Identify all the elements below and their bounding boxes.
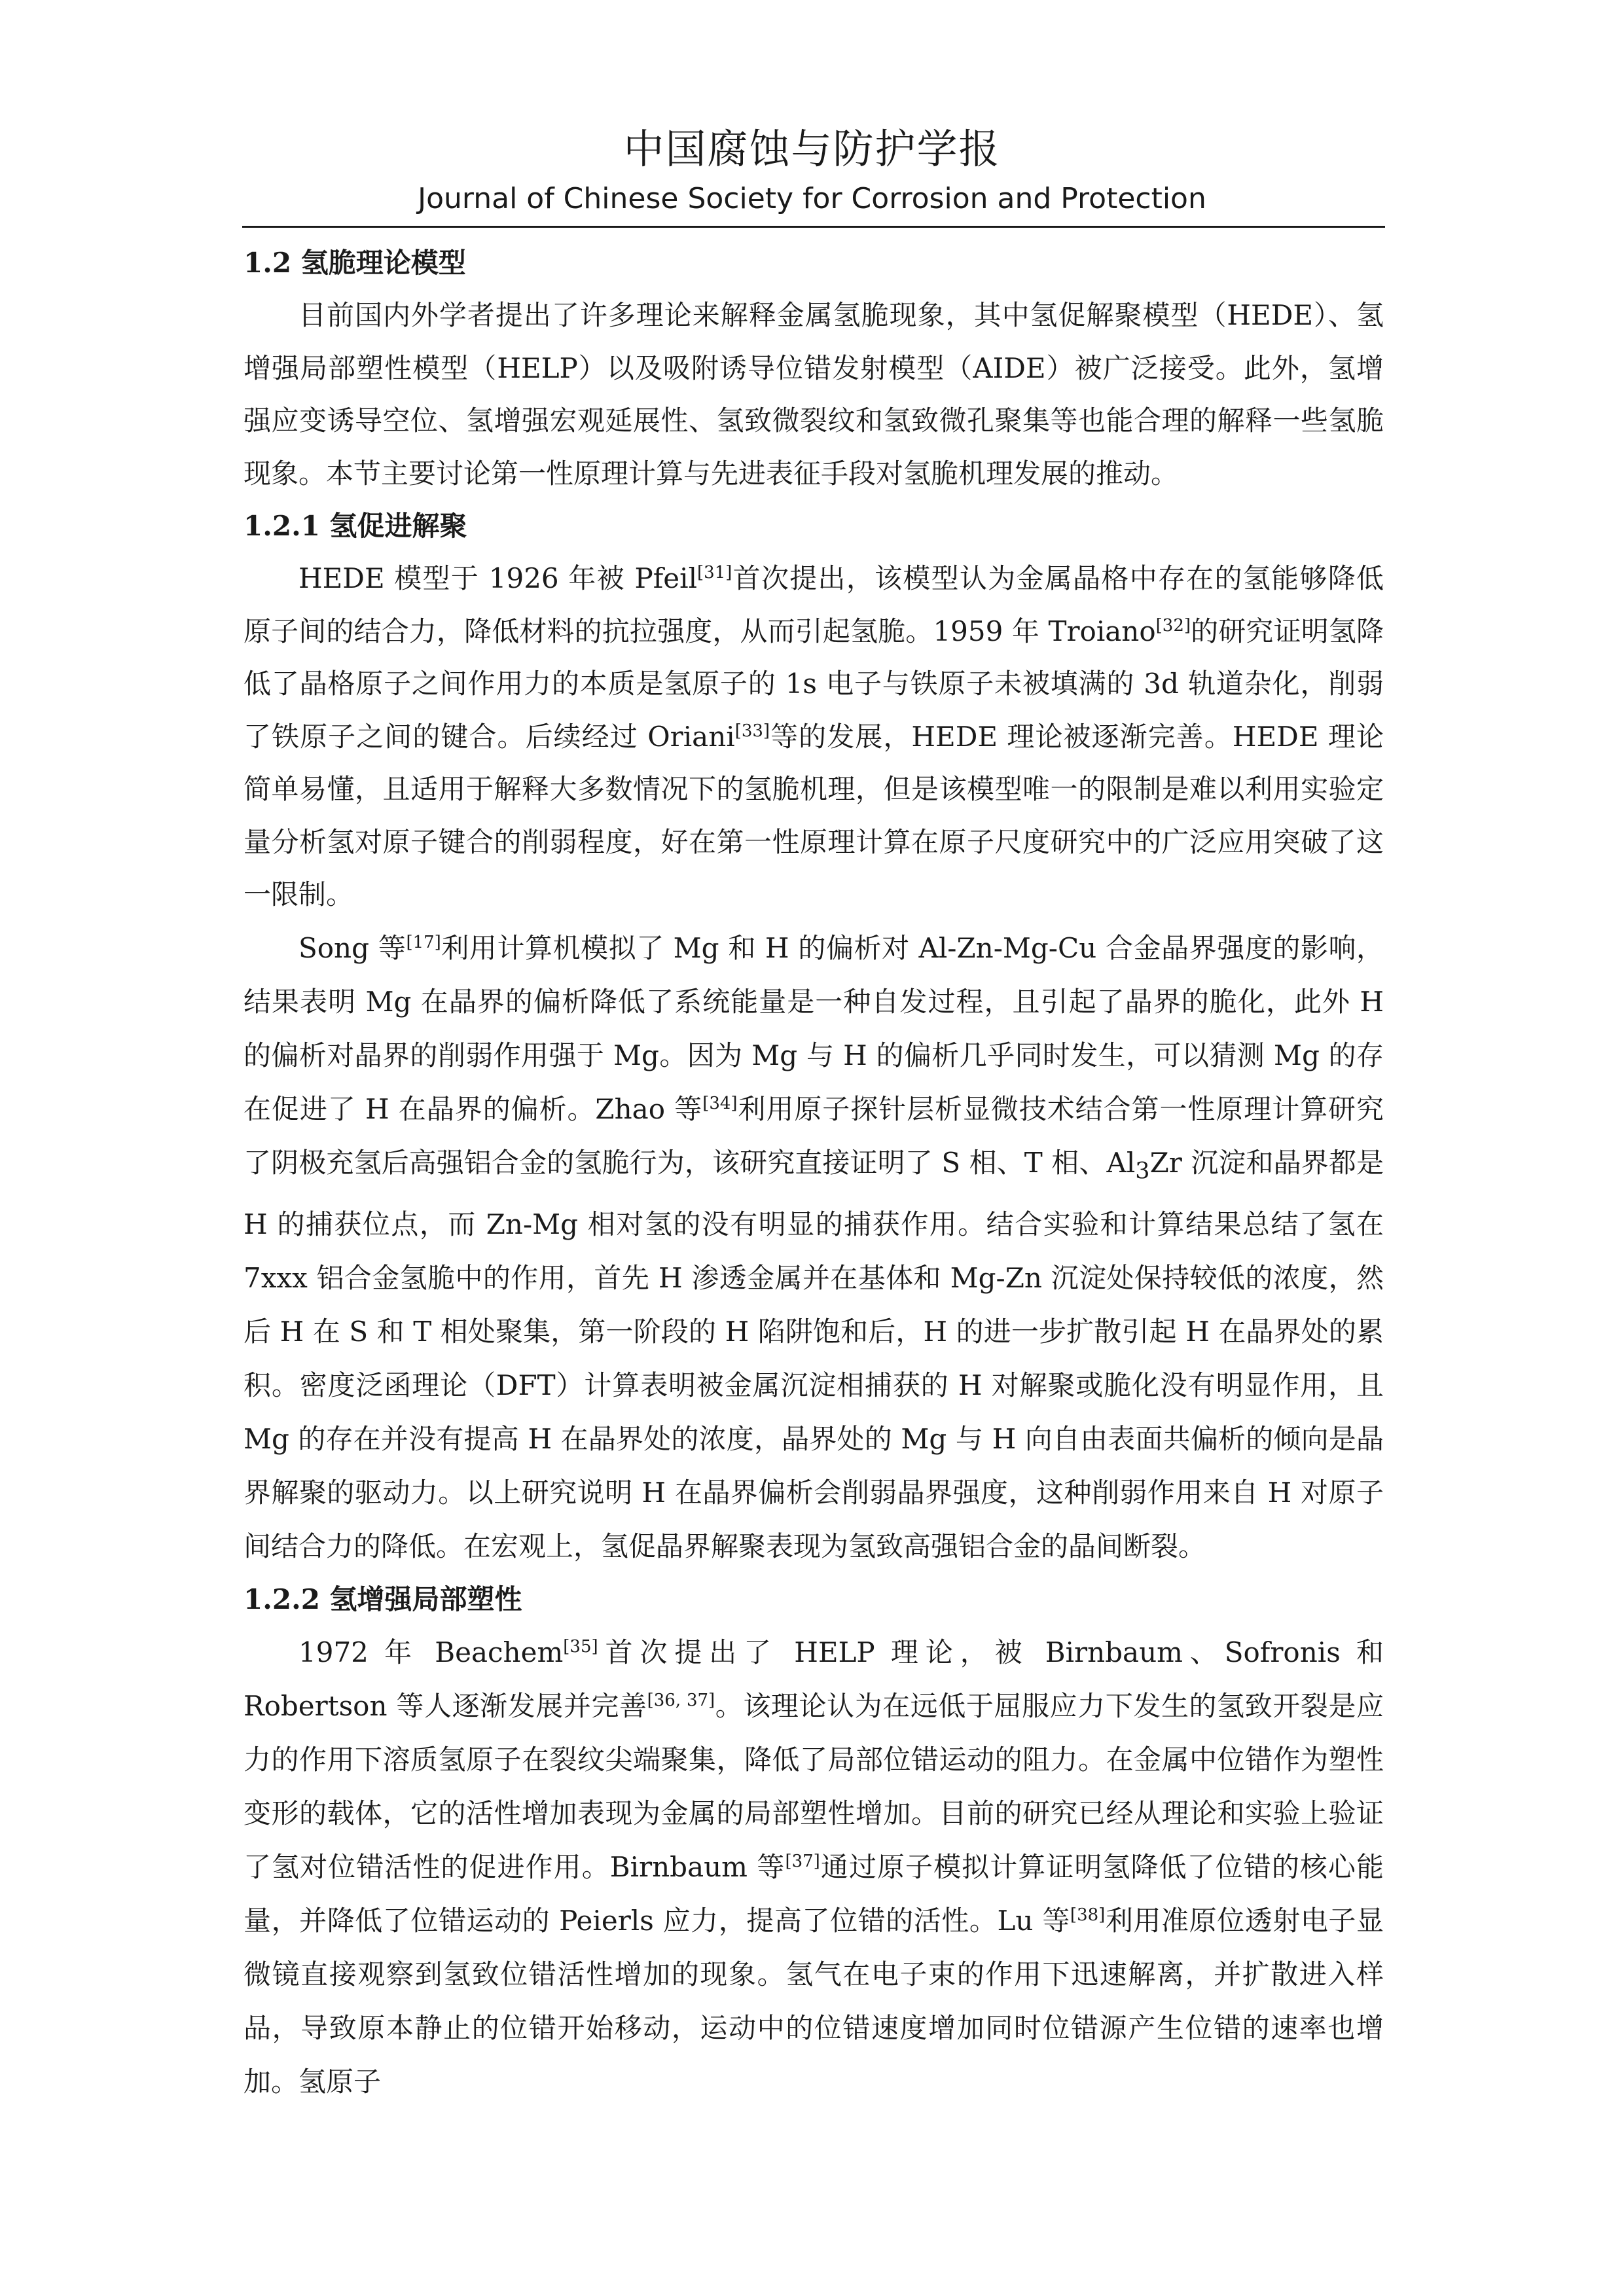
subscript: 3 [1135, 1157, 1150, 1184]
section-heading-1-2-1: 1.2.1 氢促进解聚 [244, 510, 467, 542]
page-body [244, 237, 1384, 2109]
paragraph-1-2-2: 1972 年 Beachem[35]首次提出了 HELP 理论，被 Birnbaum、Sofronis 和 Robertson 等人逐渐发展并完善[36, 37]。该理论认为在远低于屈服应力下发生的氢致开裂是应力的作用下溶质氢原子在裂纹尖端聚集，降低了局部位错运动的阻力。在金属中位错作为塑性变形的载体，它的活性增加表现为金属的局部塑性增加。目前的研究已经从理论和实验上验证了氢对位错活性的促进作用。Birnbaum 等[37]通过原子模拟计算证明氢降低了位错的核心能量，并降低了位错运动的 Peierls 应力，提高了位错的活性。Lu 等[38]利用准原位透射电子显微镜直接观察到氢致位错活性增加的现象。氢气在电子束的作用下迅速解离，并扩散进入样品，导致原本静止的位错开始移动，运动中的位错速度增加同时位错源产生位错的速率也增加。氢原子 [244, 1636, 1384, 2098]
citation-ref: [32] [1155, 615, 1191, 636]
citation-ref: [34] [702, 1093, 738, 1113]
paragraph-1-2-1-b: Song 等[17]利用计算机模拟了 Mg 和 H 的偏析对 Al-Zn-Mg-Cu 合金晶界强度的影响，结果表明 Mg 在晶界的偏析降低了系统能量是一种自发过程，且引起了晶界的脆化，此外 H 的偏析对晶界的削弱作用强于 Mg。因为 Mg 与 H 的偏析几乎同时发生，可以猜测 Mg 的存在促进了 H 在晶界的偏析。Zhao 等[34]利用原子探针层析显微技术结合第一性原理计算研究了阴极充氢后高强铝合金的氢脆行为，该研究直接证明了 S 相、T 相、$Al_3Zr$ 沉淀和晶界都是 H 的捕获位点，而 Zn-Mg 相对氢的没有明显的捕获作用。结合实验和计算结果总结了氢在 7xxx 铝合金氢脆中的作用，首先 H 渗透金属并在基体和 Mg-Zn 沉淀处保持较低的浓度，然后 H 在 S 和 T 相处聚集，第一阶段的 H 陷阱饱和后，H 的进一步扩散引起 H 在晶界处的累积。密度泛函理论（DFT）计算表明被金属沉淀相捕获的 H 对解聚或脆化没有明显作用，且 Mg 的存在并没有提高 H 在晶界处的浓度，晶界处的 Mg 与 H 向自由表面共偏析的倾向是晶界解聚的驱动力。以上研究说明 H 在晶界偏析会削弱晶界强度，这种削弱作用来自 H 对原子间结合力的降低。在宏观上，氢促晶界解聚表现为氢致高强铝合金的晶间断裂。 [244, 931, 1384, 1562]
section-heading-1-2: 1.2 氢脆理论模型 [244, 247, 466, 279]
citation-ref: [37] [785, 1851, 820, 1871]
citation-ref: [31] [697, 563, 732, 583]
citation-ref: [36, 37] [647, 1690, 715, 1710]
citation-ref: [17] [406, 932, 441, 952]
journal-title-en: Journal of Chinese Society for Corrosion and Protection [418, 182, 1206, 215]
header-rule [242, 226, 1385, 228]
section-heading-1-2-2: 1.2.2 氢增强局部塑性 [244, 1583, 522, 1615]
citation-ref: [33] [734, 721, 770, 741]
citation-ref: [35] [563, 1636, 598, 1657]
journal-title-cn: 中国腐蚀与防护学报 [623, 125, 1001, 173]
paragraph-1-2-1-a: HEDE 模型于 1926 年被 Pfeil[31]首次提出，该模型认为金属晶格中存在的氢能够降低原子间的结合力，降低材料的抗拉强度，从而引起氢脆。1959 年 Troiano[32]的研究证明氢降低了晶格原子之间作用力的本质是氢原子的 1s 电子与铁原子未被填满的 3d 轨道杂化，削弱了铁原子之间的键合。后续经过 Oriani[33]等的发展，HEDE 理论被逐渐完善。HEDE 理论简单易懂，且适用于解释大多数情况下的氢脆机理，但是该模型唯一的限制是难以利用实验定量分析氢对原子键合的削弱程度，好在第一性原理计算在原子尺度研究中的广泛应用突破了这一限制。 [244, 562, 1384, 910]
paragraph-1-2: 目前国内外学者提出了许多理论来解释金属氢脆现象，其中氢促解聚模型（HEDE）、氢增强局部塑性模型（HELP）以及吸附诱导位错发射模型（AIDE）被广泛接受。此外，氢增强应变诱导空位、氢增强宏观延展性、氢致微裂纹和氢致微孔聚集等也能合理的解释一些氢脆现象。本节主要讨论第一性原理计算与先进表征手段对氢脆机理发展的推动。 [244, 299, 1384, 490]
citation-ref: [38] [1070, 1905, 1106, 1925]
